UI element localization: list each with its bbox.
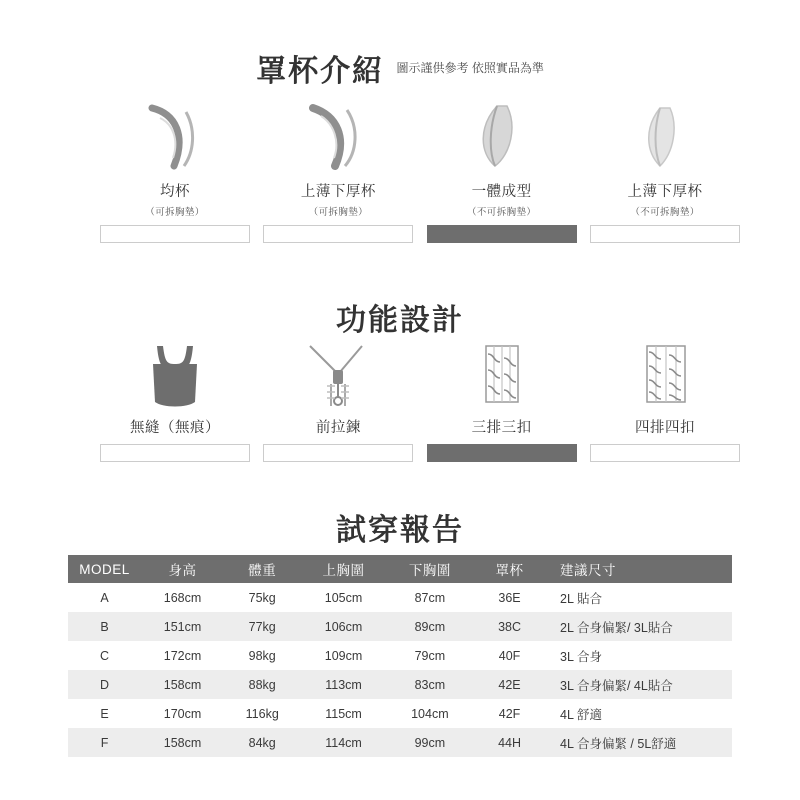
cell-height: 170cm xyxy=(163,706,202,721)
cell-model: C xyxy=(100,648,110,663)
cell-upper-bust: 105cm xyxy=(324,590,363,605)
cell-model: F xyxy=(68,728,141,757)
cup-option-sub: （可拆胸墊） xyxy=(308,207,369,218)
table-row xyxy=(68,612,732,641)
fit-report-table xyxy=(68,555,732,757)
function-option-2[interactable] xyxy=(427,340,577,462)
function-option-3[interactable] xyxy=(590,340,740,462)
cell-under-bust: 104cm xyxy=(411,706,449,721)
table-row xyxy=(68,699,732,728)
table-header-upper-bust: 上胸圍 xyxy=(300,555,386,583)
cell-weight: 98kg xyxy=(248,648,276,663)
table-header-model: MODEL xyxy=(68,555,141,583)
function-option-selector[interactable] xyxy=(100,444,250,462)
cell-under-bust: 87cm xyxy=(414,590,446,605)
cell-recommended-size: 4L 合身偏緊 / 5L舒適 xyxy=(546,728,732,757)
cell-cup: 42F xyxy=(498,706,521,721)
cup-thin-top-thick-bottom-icon xyxy=(263,100,413,178)
table-body xyxy=(68,583,732,757)
cell-cup: 38C xyxy=(473,612,546,641)
cell-model: B xyxy=(68,612,141,641)
page-title-fit-report: 試穿報告 xyxy=(336,514,464,547)
cell-cup: 40F xyxy=(498,648,521,663)
function-design-title-row xyxy=(0,295,800,339)
cell-recommended-size: 4L 舒適 xyxy=(560,707,602,722)
cell-weight: 84kg xyxy=(224,728,300,757)
cell-upper-bust: 114cm xyxy=(300,728,386,757)
cell-upper-bust: 115cm xyxy=(325,706,362,721)
cup-option-selector[interactable] xyxy=(590,225,740,243)
cup-option-1[interactable] xyxy=(263,100,413,243)
cell-recommended-size: 2L 貼合 xyxy=(560,591,602,606)
cup-option-selector[interactable] xyxy=(263,225,413,243)
cup-even-icon xyxy=(100,100,250,178)
function-option-label: 前拉鍊 xyxy=(315,420,361,436)
function-option-label: 三排三扣 xyxy=(471,420,532,436)
cup-option-3[interactable] xyxy=(590,100,740,243)
cup-option-selector[interactable] xyxy=(427,225,577,243)
table-header-cup: 罩杯 xyxy=(473,555,546,583)
cup-option-selector[interactable] xyxy=(100,225,250,243)
function-options-row xyxy=(100,340,740,462)
page-title-function-design: 功能設計 xyxy=(336,304,464,337)
table-header-weight: 體重 xyxy=(224,555,300,583)
function-option-selector[interactable] xyxy=(590,444,740,462)
fit-report-title-row xyxy=(0,505,800,549)
cell-model: E xyxy=(100,706,109,721)
cup-option-sub: （不可拆胸墊） xyxy=(467,207,537,218)
cup-option-label: 上薄下厚杯 xyxy=(300,184,376,200)
cup-option-0[interactable] xyxy=(100,100,250,243)
fit-report-table-wrap xyxy=(68,555,732,757)
table-header-height: 身高 xyxy=(141,555,224,583)
cell-weight: 88kg xyxy=(224,670,300,699)
cup-option-sub: （可拆胸墊） xyxy=(145,207,205,218)
cup-options-row xyxy=(100,100,740,243)
function-option-label: 四排四扣 xyxy=(634,420,695,436)
front-zipper-icon xyxy=(263,340,413,412)
cell-under-bust: 79cm xyxy=(414,648,446,663)
cell-weight: 116kg xyxy=(245,706,279,721)
function-option-label: 無縫（無痕） xyxy=(130,420,220,436)
seamless-bra-icon xyxy=(100,340,250,412)
cell-under-bust: 83cm xyxy=(387,670,473,699)
function-option-selector[interactable] xyxy=(427,444,577,462)
cup-thin-top-thick-bottom-molded-icon xyxy=(590,100,740,178)
table-header-under-bust: 下胸圍 xyxy=(387,555,473,583)
cup-option-label: 上薄下厚杯 xyxy=(627,184,703,200)
cup-intro-note: 圖示謹供參考 依照實品為準 xyxy=(396,60,544,75)
table-header-recommended-size: 建議尺寸 xyxy=(546,555,732,583)
cell-recommended-size: 3L 合身偏緊/ 4L貼合 xyxy=(546,670,732,699)
cell-recommended-size: 3L 合身 xyxy=(560,649,602,664)
cell-height: 168cm xyxy=(163,590,202,605)
function-option-0[interactable] xyxy=(100,340,250,462)
page-title-cup-intro: 罩杯介紹 xyxy=(256,55,385,88)
cell-upper-bust: 106cm xyxy=(300,612,386,641)
function-option-selector[interactable] xyxy=(263,444,413,462)
cell-under-bust: 99cm xyxy=(387,728,473,757)
table-row xyxy=(68,641,732,670)
cell-upper-bust: 109cm xyxy=(324,648,363,663)
cell-model: A xyxy=(100,590,109,605)
cup-option-label: 一體成型 xyxy=(471,184,532,200)
cup-molded-icon xyxy=(427,100,577,178)
table-header-row xyxy=(68,555,732,583)
cell-cup: 36E xyxy=(498,590,521,605)
table-head xyxy=(68,555,732,583)
cell-upper-bust: 113cm xyxy=(300,670,386,699)
cup-option-sub: （不可拆胸墊） xyxy=(630,207,700,218)
cell-cup: 42E xyxy=(473,670,546,699)
three-row-three-hook-icon xyxy=(427,340,577,412)
table-row xyxy=(68,728,732,757)
table-row xyxy=(68,583,732,612)
function-option-1[interactable] xyxy=(263,340,413,462)
cell-weight: 77kg xyxy=(224,612,300,641)
cup-option-label: 均杯 xyxy=(160,184,190,200)
cell-height: 158cm xyxy=(141,670,224,699)
cell-model: D xyxy=(68,670,141,699)
cell-height: 151cm xyxy=(141,612,224,641)
cup-option-2[interactable] xyxy=(427,100,577,243)
four-row-four-hook-icon xyxy=(590,340,740,412)
cup-intro-title-row xyxy=(0,46,800,90)
cell-recommended-size: 2L 合身偏緊/ 3L貼合 xyxy=(546,612,732,641)
cell-height: 172cm xyxy=(163,648,202,663)
cell-under-bust: 89cm xyxy=(387,612,473,641)
cell-height: 158cm xyxy=(141,728,224,757)
table-row xyxy=(68,670,732,699)
cell-cup: 44H xyxy=(473,728,546,757)
cell-weight: 75kg xyxy=(248,590,276,605)
